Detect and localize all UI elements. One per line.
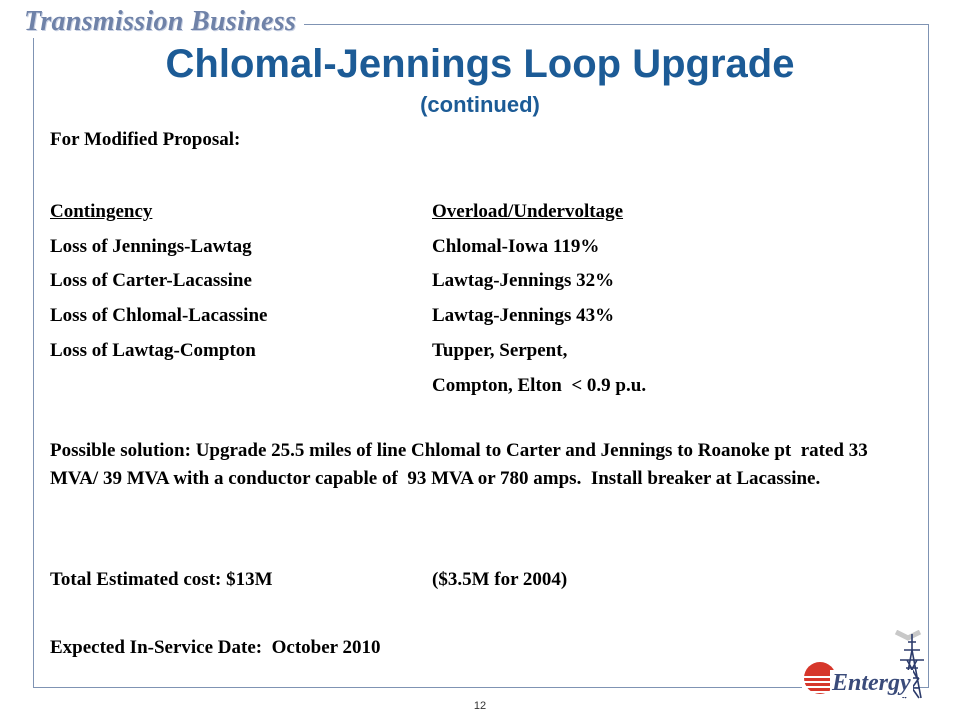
- slide-title: Chlomal-Jennings Loop Upgrade: [165, 42, 795, 86]
- contingency-row-4: Loss of Lawtag-Compton: [50, 340, 256, 361]
- solution-paragraph: Possible solution: Upgrade 25.5 miles of line Chlomal to Carter and Jennings to Roanoke pt rated 33 MVA/ 39 MVA with a conductor capable of 93 MVA or 780 amps. Install breaker at Lacassine.: [50, 440, 873, 489]
- overload-row-3: Lawtag-Jennings 43%: [432, 305, 615, 326]
- contingency-row-3: Loss of Chlomal-Lacassine: [50, 305, 268, 326]
- overload-row-2: Lawtag-Jennings 32%: [432, 270, 615, 291]
- page-number: 12: [473, 700, 487, 712]
- intro-text: For Modified Proposal:: [50, 129, 241, 150]
- logo-wordmark: Entergy: [832, 670, 911, 696]
- overload-row-1: Chlomal-Iowa 119%: [432, 236, 600, 257]
- overload-row-5: Compton, Elton < 0.9 p.u.: [432, 375, 647, 396]
- slide-subtitle: (continued): [420, 92, 540, 117]
- cost-label: Total Estimated cost: $13M: [50, 569, 273, 590]
- in-service-date: Expected In-Service Date: October 2010: [50, 637, 381, 658]
- contingency-row-2: Loss of Carter-Lacassine: [50, 270, 252, 291]
- cost-note: ($3.5M for 2004): [432, 569, 568, 590]
- header-contingency: Contingency: [50, 201, 153, 222]
- brand-banner: Transmission Business: [22, 6, 304, 38]
- header-overload: Overload/Undervoltage: [432, 201, 624, 222]
- overload-row-4: Tupper, Serpent,: [432, 340, 568, 361]
- contingency-row-1: Loss of Jennings-Lawtag: [50, 236, 252, 257]
